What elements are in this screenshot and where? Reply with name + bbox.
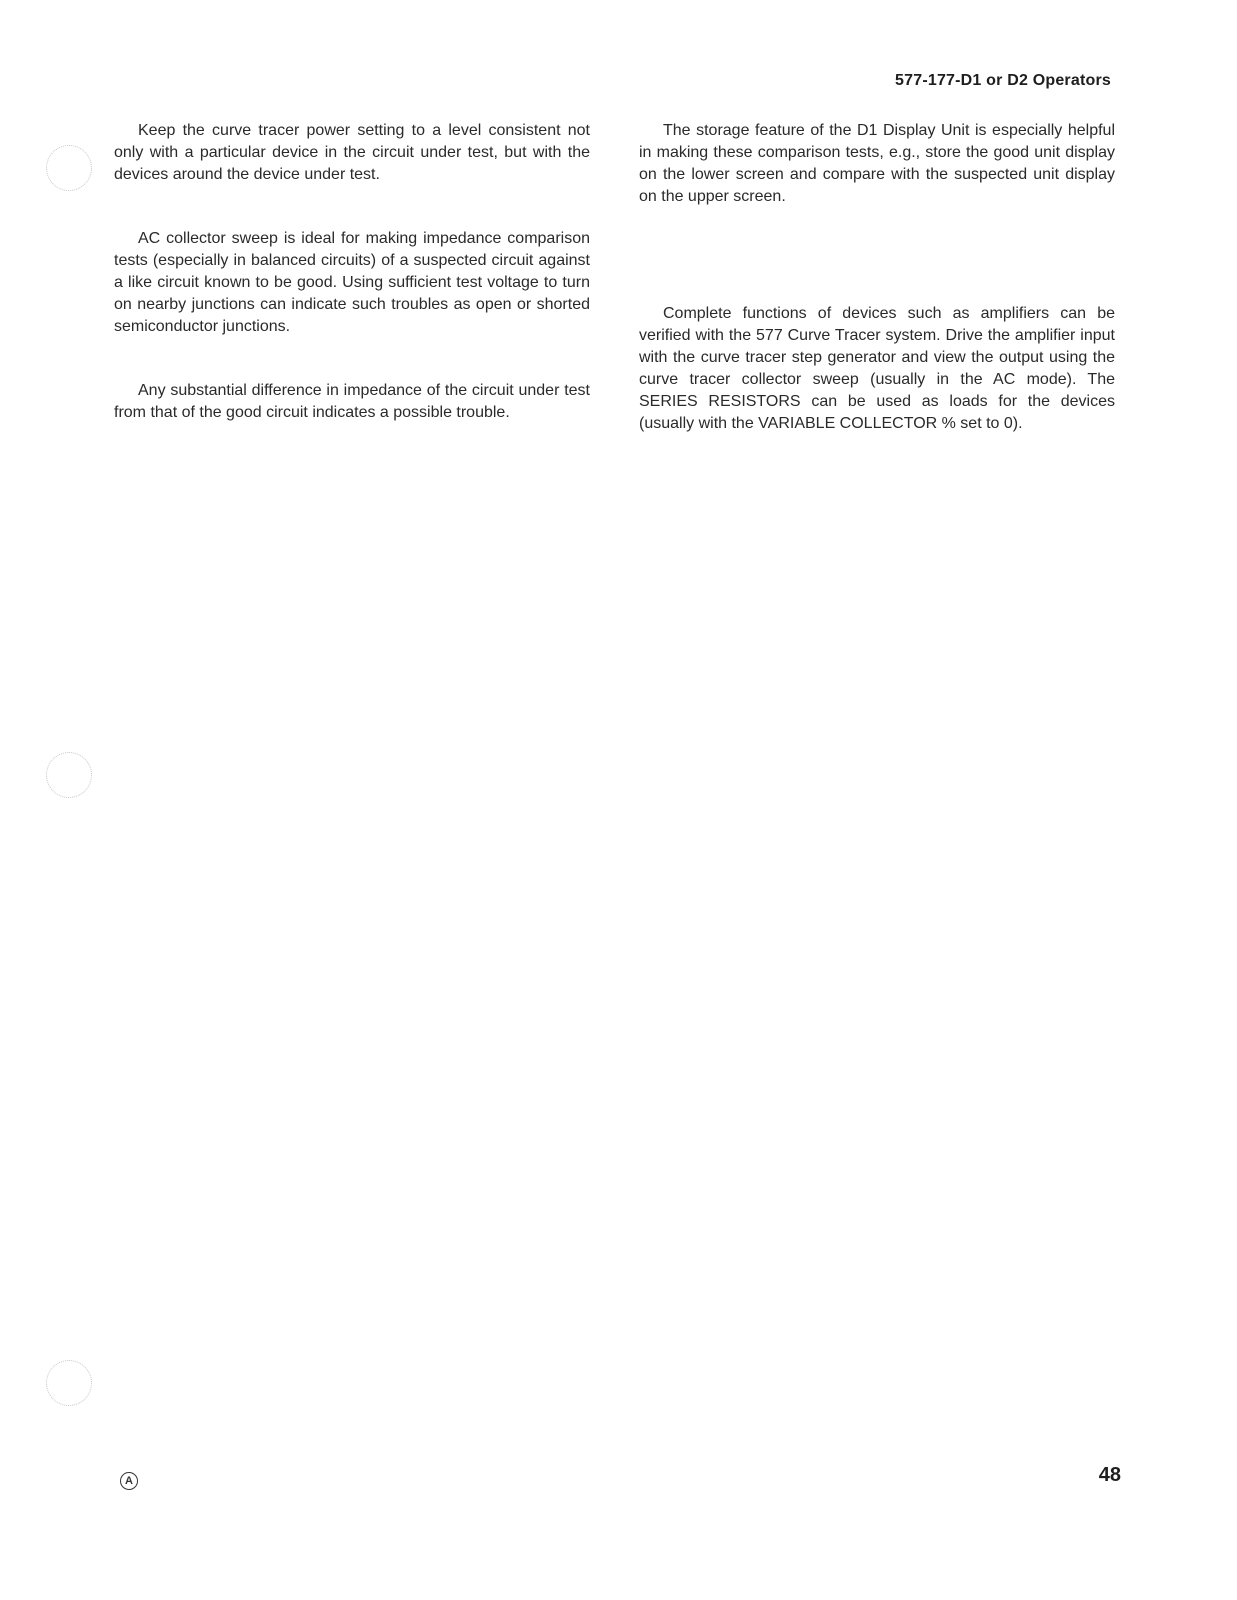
left-column bbox=[114, 120, 590, 424]
paragraph: Any substantial difference in impedance of the circuit under test from that of the good circuit indicates a possible trouble. bbox=[114, 382, 590, 421]
paragraph: Complete functions of devices such as amplifiers can be verified with the 577 Curve Tracer system. Drive the amplifier input with the curve tracer step generator and view the output using the curve tracer collector sweep (usually in the AC mode). The SERIES RESISTORS can be used as loads for the devices (usually with the VARIABLE COLLECTOR % set to 0). bbox=[639, 305, 1115, 432]
paragraph: Keep the curve tracer power setting to a level consistent not only with a particular device in the circuit under test, but with the devices around the device under test. bbox=[114, 122, 590, 183]
right-column bbox=[639, 120, 1115, 435]
paragraph: AC collector sweep is ideal for making impedance comparison tests (especially in balanced circuits) of a suspected circuit against a like circuit known to be good. Using sufficient test voltage to turn on nearby junctions can indicate such troubles as open or shorted semiconductor junctions. bbox=[114, 230, 590, 335]
punch-hole-bottom bbox=[46, 1360, 92, 1406]
revision-mark-icon: A bbox=[120, 1472, 138, 1490]
paragraph: The storage feature of the D1 Display Unit is especially helpful in making these comparison tests, e.g., store the good unit display on the lower screen and compare with the suspected unit display on the upper screen. bbox=[639, 122, 1115, 205]
punch-hole-middle bbox=[46, 752, 92, 798]
punch-hole-top bbox=[46, 145, 92, 191]
page-header: 577-177-D1 or D2 Operators bbox=[895, 72, 1111, 89]
page-number: 48 bbox=[1098, 1464, 1121, 1486]
